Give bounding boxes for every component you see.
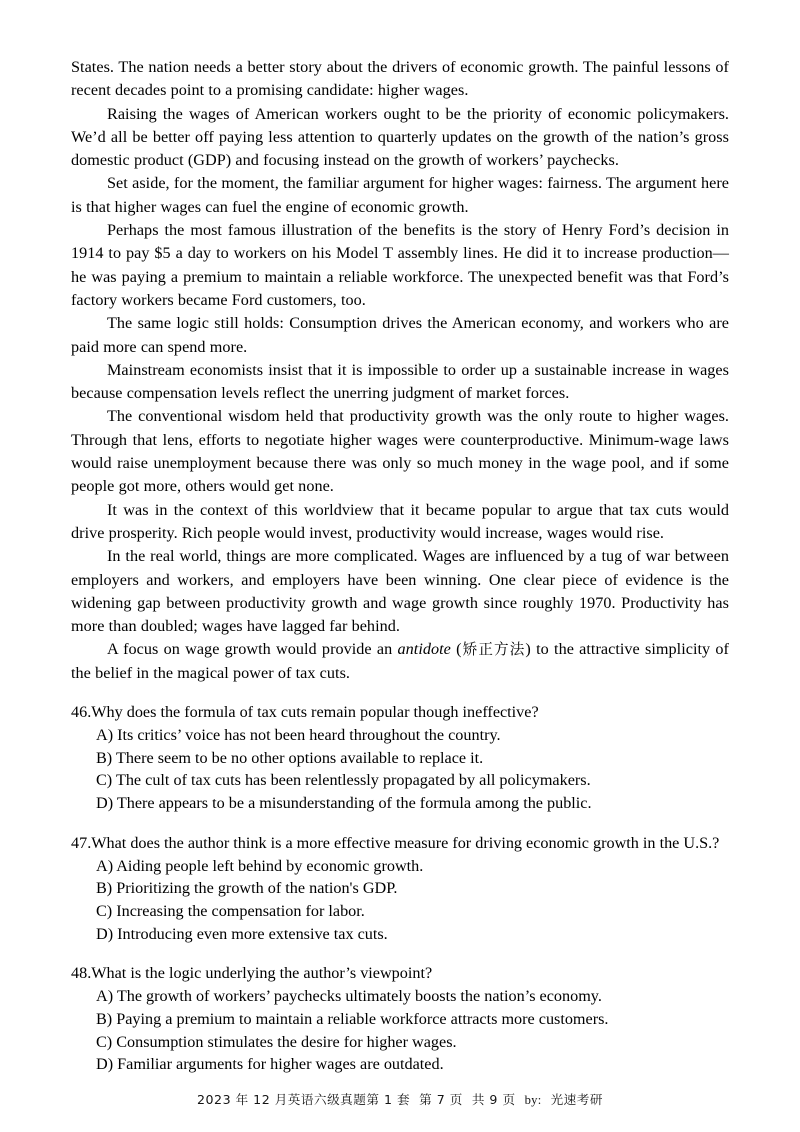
passage-paragraph-7: The conventional wisdom held that productivity growth was the only route to higher wages. Through that lens, efforts to negotiate higher wages were counterproductive. Minimum-wage laws would raise unemployment because there was only so much money in the wage pool, and if some people got more, others would get none. bbox=[71, 407, 729, 496]
question-text-46: Why does the formula of tax cuts remain popular though ineffective? bbox=[91, 703, 539, 722]
gloss-close-paren: ) bbox=[525, 640, 537, 659]
option-46-d[interactable]: D) There appears to be a misunderstanding of the formula among the public. bbox=[96, 794, 592, 812]
option-48-d[interactable]: D) Familiar arguments for higher wages are outdated. bbox=[96, 1055, 444, 1074]
passage-paragraph-4: Perhaps the most famous illustration of the benefits is the story of Henry Ford’s decision in 1914 to pay $5 a day to workers on his Model T assembly lines. He did it to increase production—he was paying a premium to maintain a reliable workforce. The unexpected benefit was that Ford’s factory workers became Ford customers, too. bbox=[71, 221, 729, 309]
passage-paragraph-8: It was in the context of this worldview that it became popular to argue that tax cuts would drive prosperity. Rich people would invest, productivity would increase, wages would rise. bbox=[71, 500, 729, 542]
option-48-a[interactable]: A) The growth of workers’ paychecks ultimately boosts the nation’s economy. bbox=[96, 987, 602, 1006]
option-48-b[interactable]: B) Paying a premium to maintain a reliable workforce attracts more customers. bbox=[96, 1009, 609, 1028]
passage-paragraph-2: Raising the wages of American workers ought to be the priority of economic policymakers. We’d all be better off paying less attention to quarterly updates on the growth of the nation’s gross domestic product (GDP) and focusing instead on the growth of workers’ paychecks. bbox=[71, 104, 729, 170]
footer-total-pages: 共 9 页 bbox=[471, 1092, 516, 1107]
italic-term-antidote: antidote bbox=[397, 640, 451, 659]
reading-passage bbox=[71, 56, 729, 685]
option-47-d[interactable]: D) Introducing even more extensive tax cuts. bbox=[96, 924, 388, 943]
question-text-48: What is the logic underlying the author’s viewpoint? bbox=[91, 964, 433, 983]
question-number-48: 48. bbox=[71, 964, 92, 983]
question-stem-46 bbox=[71, 701, 729, 724]
passage-paragraph-10 bbox=[71, 638, 729, 685]
options-list-46 bbox=[71, 724, 729, 814]
question-text-47: What does the author think is a more effective measure for driving economic growth in the U.S.? bbox=[91, 833, 720, 852]
option-46-b[interactable]: B) There seem to be no other options available to replace it. bbox=[96, 748, 484, 767]
passage-paragraph-9: In the real world, things are more complicated. Wages are influenced by a tug of war between employers and workers, and employers have been winning. One clear piece of evidence is the widening gap between productivity growth and wage growth since roughly 1970. Productivity has more than doubled; wages have lagged far behind. bbox=[71, 547, 729, 636]
glossed-sentence-suffix: to the attractive simplicity of the belief in the magical power of tax cuts. bbox=[71, 640, 729, 682]
footer-source: 光速考研 bbox=[550, 1092, 603, 1107]
page-footer bbox=[0, 1092, 800, 1108]
option-46-c[interactable]: C) The cult of tax cuts has been relentlessly propagated by all policymakers. bbox=[96, 771, 591, 790]
footer-exam-title: 2023 年 12 月英语六级真题第 1 套 bbox=[197, 1092, 411, 1107]
question-number-46: 46. bbox=[71, 703, 92, 722]
option-46-a[interactable]: A) Its critics’ voice has not been heard throughout the country. bbox=[96, 726, 501, 745]
question-block-46 bbox=[71, 701, 729, 815]
gloss-open-paren: ( bbox=[450, 640, 462, 659]
question-block-48 bbox=[71, 962, 729, 1076]
option-47-a[interactable]: A) Aiding people left behind by economic growth. bbox=[96, 856, 424, 875]
question-stem-47 bbox=[71, 832, 729, 855]
question-stem-48 bbox=[71, 962, 729, 985]
passage-paragraph-1: States. The nation needs a better story about the drivers of economic growth. The painful lessons of recent decades point to a promising candidate: higher wages. bbox=[71, 58, 729, 100]
option-47-c[interactable]: C) Increasing the compensation for labor. bbox=[96, 901, 365, 920]
footer-page-number: 第 7 页 bbox=[419, 1092, 463, 1107]
options-list-47 bbox=[71, 855, 729, 945]
passage-paragraph-5: The same logic still holds: Consumption drives the American economy, and workers who are paid more can spend more. bbox=[71, 314, 729, 356]
passage-paragraph-3: Set aside, for the moment, the familiar argument for higher wages: fairness. The argument here is that higher wages can fuel the engine of economic growth. bbox=[71, 174, 729, 216]
option-48-c[interactable]: C) Consumption stimulates the desire for higher wages. bbox=[96, 1032, 457, 1051]
question-number-47: 47. bbox=[71, 833, 92, 852]
passage-paragraph-6: Mainstream economists insist that it is impossible to order up a sustainable increase in wages because compensation levels reflect the unerring judgment of market forces. bbox=[71, 360, 729, 403]
questions-section bbox=[71, 701, 729, 1076]
option-47-b[interactable]: B) Prioritizing the growth of the nation's GDP. bbox=[96, 879, 398, 898]
question-block-47 bbox=[71, 832, 729, 946]
footer-by-label: by: bbox=[524, 1093, 542, 1107]
chinese-gloss: 矫正方法 bbox=[461, 641, 526, 659]
glossed-sentence-prefix: A focus on wage growth would provide an bbox=[107, 640, 398, 659]
options-list-48 bbox=[71, 985, 729, 1075]
